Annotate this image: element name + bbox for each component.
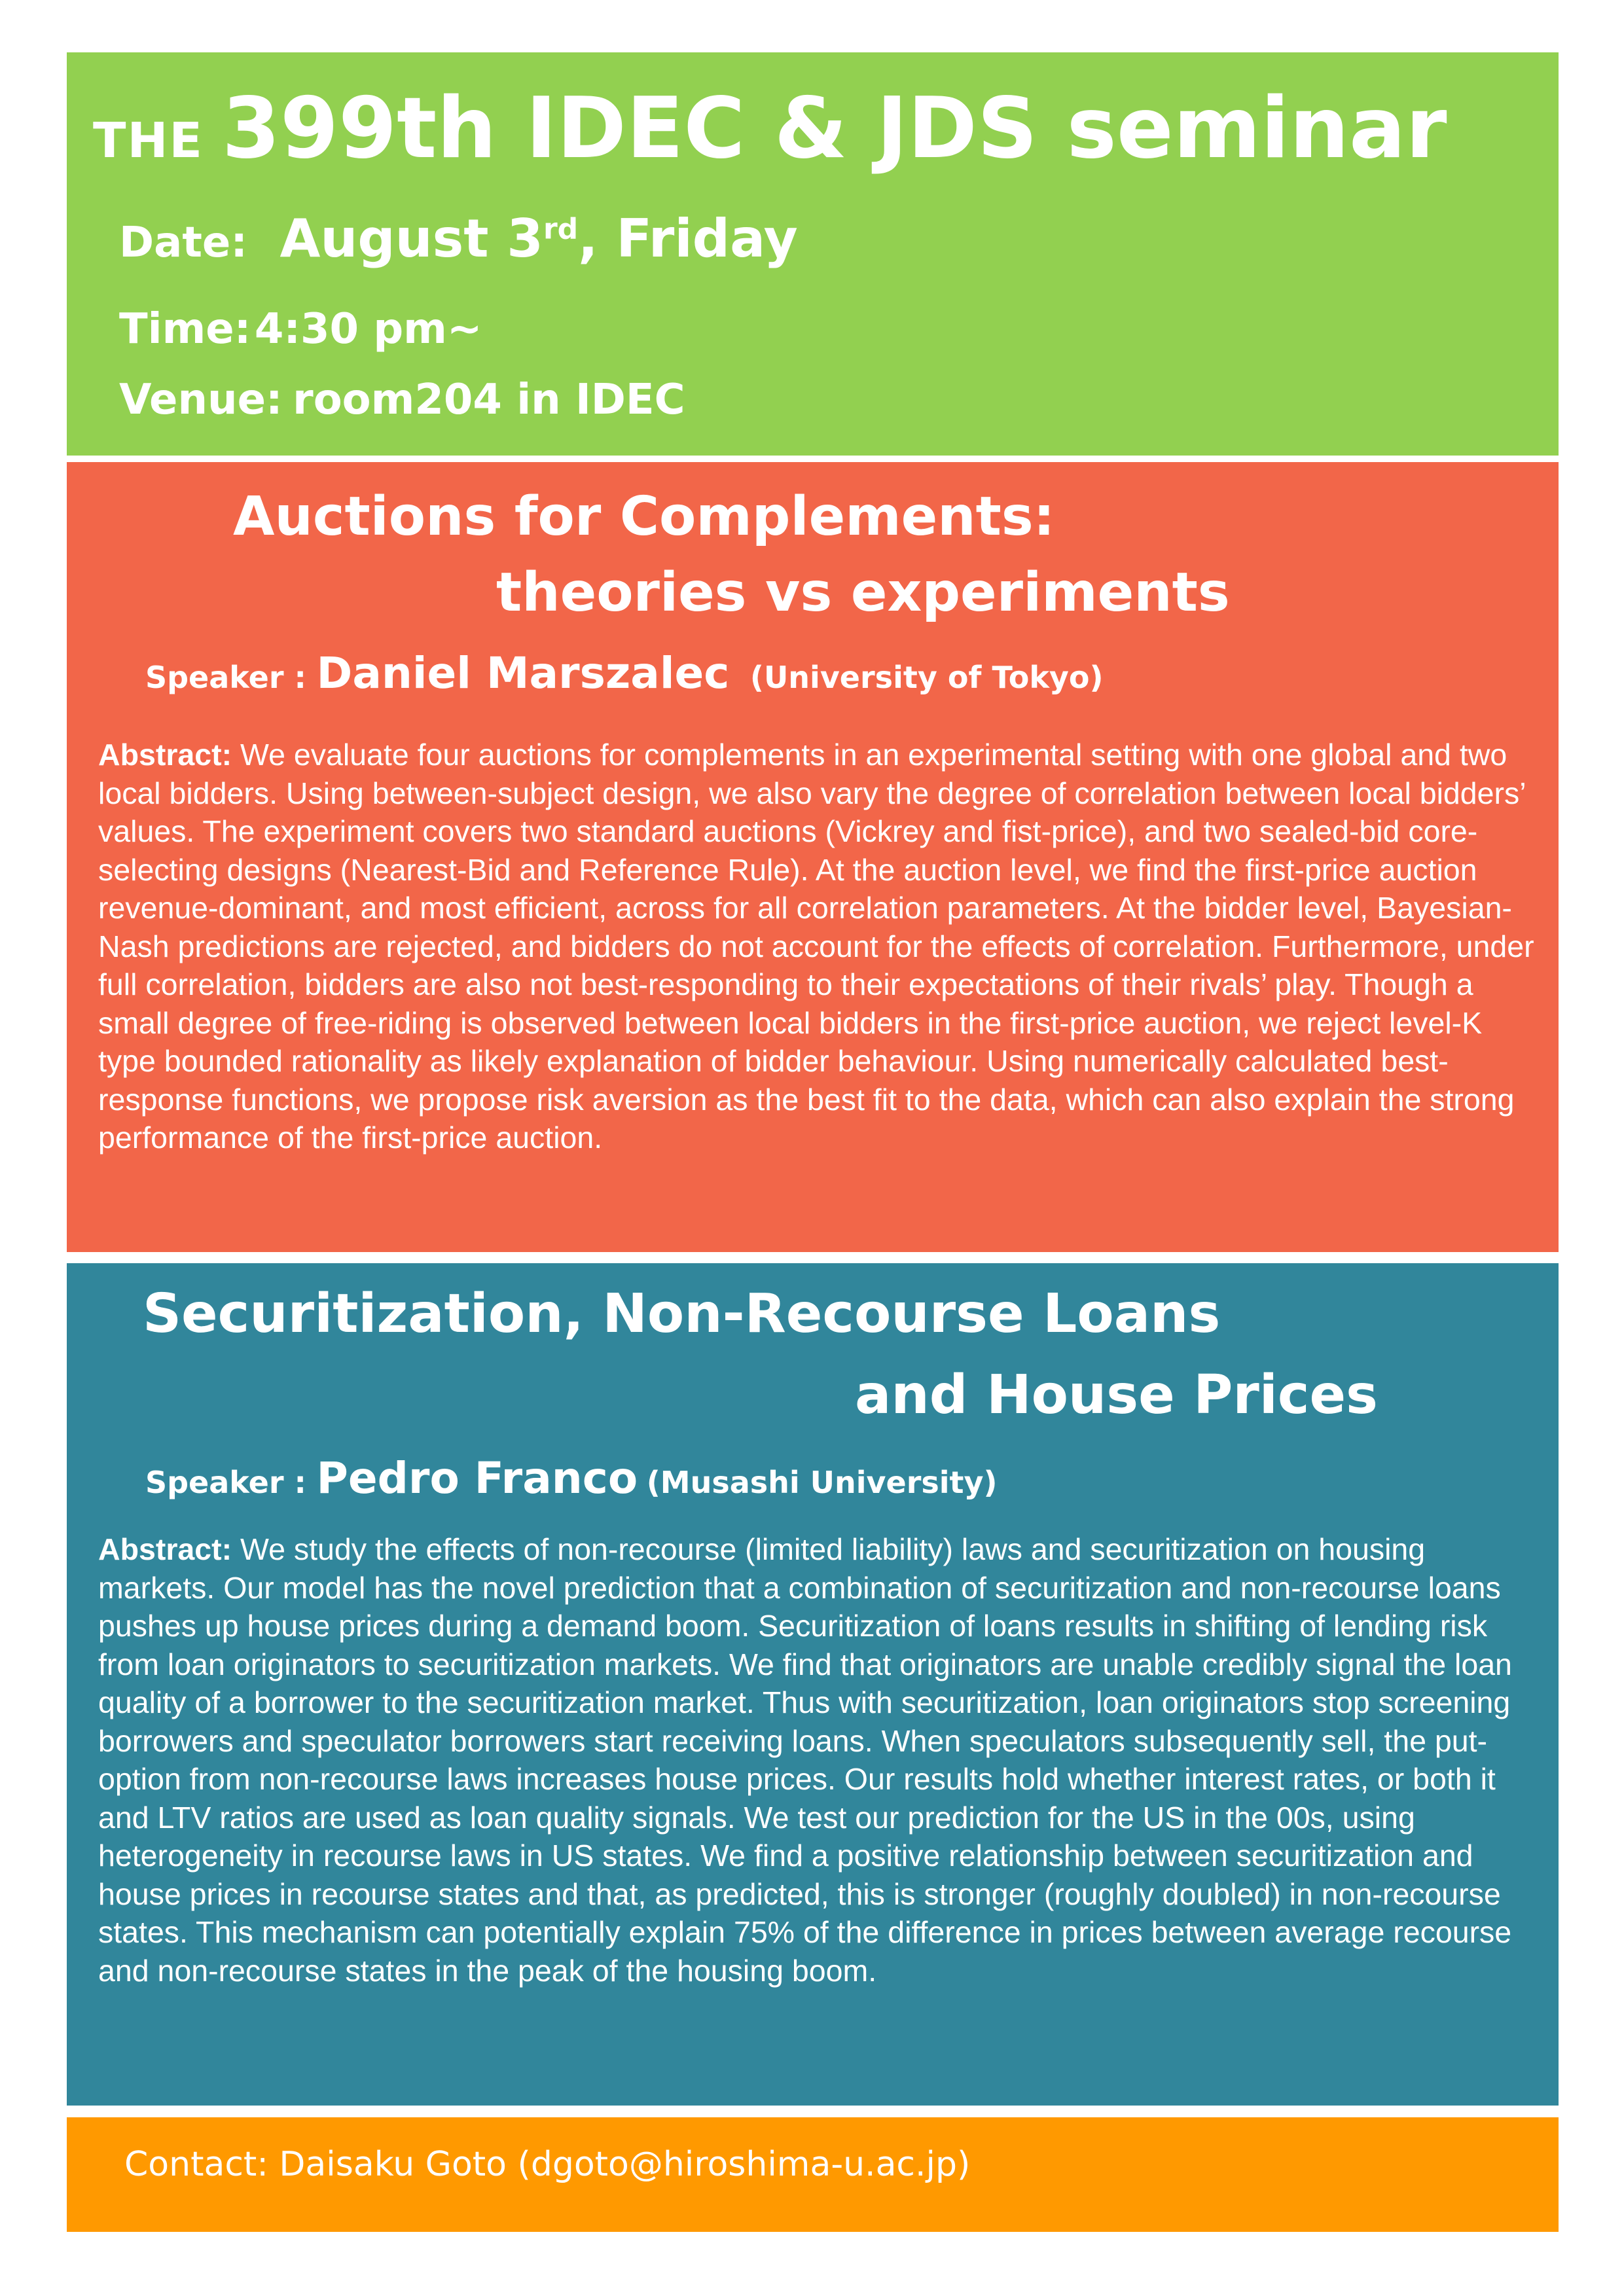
date-value-main: August 3 [280, 208, 543, 269]
time-label: Time: [119, 305, 251, 353]
talk1-speaker [145, 648, 1104, 698]
talk1-speaker-label: Speaker : [145, 660, 306, 695]
contact-label: Contact: [124, 2145, 268, 2184]
talk1-section [67, 462, 1559, 1252]
title-main: 399th IDEC & JDS seminar [221, 80, 1447, 177]
talk2-speaker-label: Speaker : [145, 1465, 306, 1500]
time-row [119, 305, 482, 353]
talk2-section [67, 1263, 1559, 2106]
talk2-speaker-affiliation: (Musashi University) [646, 1465, 998, 1500]
talk1-abstract-label: Abstract: [98, 738, 232, 772]
title-prefix: THE [93, 113, 204, 169]
talk1-abstract-text: We evaluate four auctions for complements in an experimental setting with one global and two local bidders. Using between-subject design, we also vary the degree of correlation between local bidders’ values. The experiment covers two standard auctions (Vickrey and fist-price), and two sealed-bid core-selecting designs (Nearest-Bid and Reference Rule). At the auction level, we find the first-price auction revenue-dominant, and most efficient, across for all correlation parameters. At the bidder level, Bayesian-Nash predictions are rejected, and bidders do not account for the effects of correlation. Furthermore, under full correlation, bidders are also not best-responding to their expectations of their rivals’ play. Though a small degree of free-riding is observed between local bidders in the first-price auction, we reject level-K type bounded rationality as likely explanation of bidder behaviour. Using numerically calculated best-response functions, we propose risk aversion as the best fit to the data, which can also explain the strong performance of the first-price auction. [98, 738, 1534, 1155]
date-label: Date: [119, 219, 247, 267]
contact-value: Daisaku Goto (dgoto@hiroshima-u.ac.jp) [279, 2145, 971, 2184]
talk2-speaker [145, 1453, 998, 1503]
contact-line [124, 2145, 970, 2184]
venue-value: room204 in IDEC [293, 376, 685, 424]
contact-section [67, 2117, 1559, 2232]
date-value-day: , Friday [578, 208, 798, 269]
talk2-abstract [98, 1530, 1540, 1990]
talk2-title-line2: and House Prices [855, 1364, 1378, 1426]
talk1-speaker-name: Daniel Marszalec [316, 648, 730, 698]
talk2-abstract-label: Abstract: [98, 1532, 232, 1566]
time-value: 4:30 pm~ [254, 305, 482, 353]
talk2-speaker-name: Pedro Franco [316, 1453, 638, 1503]
talk1-title-line2: theories vs experiments [496, 562, 1230, 624]
date-row [119, 208, 798, 269]
venue-label: Venue: [119, 376, 283, 424]
talk2-title-line1: Securitization, Non-Recourse Loans [143, 1283, 1221, 1345]
talk2-abstract-text: We study the effects of non-recourse (limited liability) laws and securitization on housing markets. Our model has the novel prediction that a combination of securitization and non-recourse loans pushes up house prices during a demand boom. Securitization of loans results in shifting of lending risk from loan originators to securitization markets. We find that originators are unable credibly signal the loan quality of a borrower to the securitization market. Thus with securitization, loan originators stop screening borrowers and speculator borrowers start receiving loans. When speculators subsequently sell, the put-option from non-recourse laws increases house prices. Our results hold whether interest rates, or both it and LTV ratios are used as loan quality signals. We test our prediction for the US in the 00s, using heterogeneity in recourse laws in US states. We find a positive relationship between securitization and house prices in recourse states and that, as predicted, this is stronger (roughly doubled) in non-recourse states. This mechanism can potentially explain 75% of the difference in prices between average recourse and non-recourse states in the peak of the housing boom. [98, 1532, 1512, 1988]
talk1-speaker-affiliation: (University of Tokyo) [749, 660, 1104, 695]
date-suffix: rd [543, 212, 579, 246]
talk1-title-line1: Auctions for Complements: [233, 486, 1055, 548]
seminar-title [93, 80, 1447, 177]
venue-row [119, 376, 685, 424]
seminar-header-section [67, 52, 1559, 456]
talk1-abstract [98, 736, 1540, 1157]
date-value [280, 208, 797, 269]
